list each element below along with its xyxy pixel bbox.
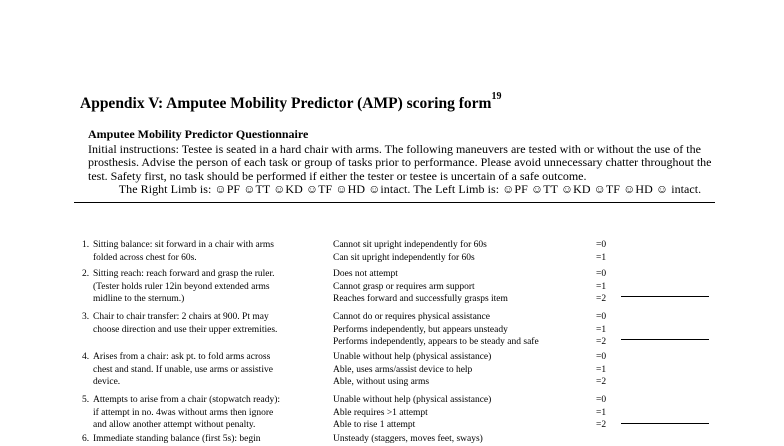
score-entry-line-3[interactable]: [621, 339, 709, 340]
score-entry-line-5[interactable]: [621, 423, 709, 424]
responses-3: Cannot do or requires physical assistance Performs independently, but appears unsteady Performs independently, appears to be steady and safe: [333, 312, 539, 348]
scores-3: =0 =1 =2: [596, 312, 607, 348]
initial-instructions: Initial instructions: Testee is seated in a hard chair with arms. The following maneuvers are tested with or without the use of the prosthesis. Advise the person of each task or group of tasks prior to performance. Please avoid unnecessary chatter throughout the test. Safety first, no task should be performed if either the tester or testee is uncertain of a safe outcome.: [88, 142, 712, 183]
question-3: 3. Chair to chair transfer: 2 chairs at 900. Pt may choose direction and use their upper extremities.: [82, 312, 278, 335]
questionnaire-heading: Amputee Mobility Predictor Questionnaire: [88, 127, 309, 141]
responses-4: Unable without help (physical assistance) Able, uses arms/assist device to help Able, without using arms: [333, 352, 492, 388]
header-divider: [74, 202, 715, 203]
limb-status-line: The Right Limb is: ☺PF ☺TT ☺KD ☺TF ☺HD ☺intact. The Left Limb is: ☺PF ☺TT ☺KD ☺TF ☺HD ☺ intact.: [118, 182, 702, 196]
question-1: 1. Sitting balance: sit forward in a chair with arms folded across chest for 60s.: [82, 240, 274, 263]
question-5: 5. Attempts to arise from a chair (stopwatch ready): if attempt in no. 4was without arms then ignore and allow another attempt without penalty.: [82, 395, 281, 431]
question-6: 6. Immediate standing balance (first 5s): begin: [82, 434, 261, 444]
question-2: 2. Sitting reach: reach forward and grasp the ruler. (Tester holds ruler 12in beyond extended arms midline to the sternum.): [82, 269, 275, 305]
scores-2: =0 =1 =2: [596, 269, 607, 305]
responses-1: Cannot sit upright independently for 60s Can sit upright independently for 60s: [333, 240, 487, 263]
page-title: Appendix V: Amputee Mobility Predictor (AMP) scoring form$^{19}$: [80, 91, 502, 113]
scores-4: =0 =1 =2: [596, 352, 607, 388]
scores-5: =0 =1 =2: [596, 395, 607, 431]
score-entry-line-2[interactable]: [621, 296, 709, 297]
scores-1: =0 =1: [596, 240, 607, 263]
responses-5: Unable without help (physical assistance) Able requires >1 attempt Able to rise 1 attempt: [333, 395, 492, 431]
responses-6: Unsteady (staggers, moves feet, sways): [333, 434, 483, 444]
responses-2: Does not attempt Cannot grasp or requires arm support Reaches forward and successfully grasps item: [333, 269, 508, 305]
title-footnote: 19: [491, 91, 502, 102]
question-4: 4. Arises from a chair: ask pt. to fold arms across chest and stand. If unable, use arms or assistive device.: [82, 352, 273, 388]
